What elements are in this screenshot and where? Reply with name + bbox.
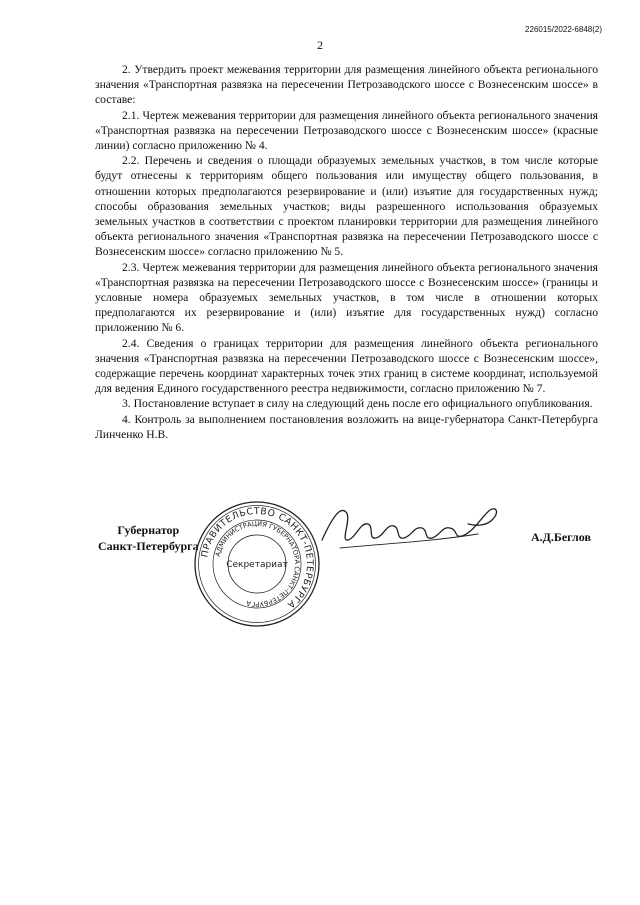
document-registration-number: 226015/2022-6848(2) [525,25,602,34]
document-body [95,62,598,442]
paragraph-effective-date: 3. Постановление вступает в силу на следующий день после его официального опубликования. [122,397,593,411]
handwritten-signature [318,498,504,558]
signatory-name: А.Д.Беглов [531,530,591,544]
paragraph-2-3: 2.3. Чертеж межевания территории для размещения линейного объекта регионального значения «Транспортная развязка на пересечении Петрозаводского шоссе с Вознесенским шоссе» (границы и условные номера образуемых земельных участков, в том числе в отношении которых предполагаются их резервирование и (или) изъятие для государственных нужд) согласно приложению № 6. [95,260,598,335]
signatory-position-city: Санкт-Петербурга [98,539,199,553]
page-number: 2 [317,38,323,52]
paragraph-2-1: 2.1. Чертеж межевания территории для размещения линейного объекта регионального значения «Транспортная развязка на пересечении Петрозаводского шоссе с Вознесенским шоссе» (красные линии) согласно приложению № 4. [95,108,598,153]
paragraph-2-2: 2.2. Перечень и сведения о площади образуемых земельных участков, в том числе которые будут отнесены к территориям общего пользования или имуществу общего пользования, в отношении которых предполагаются резервирование и (или) изъятие для государственных нужд; способы образования земельных участков; виды разрешенного использования образуемых земельных участков в соответствии с проектом планировки территории для размещения линейного объекта регионального значения «Транспортная развязка на пересечении Петрозаводского шоссе с Вознесенским шоссе» согласно приложению № 5. [95,154,598,259]
paragraph-approve-project: 2. Утвердить проект межевания территории для размещения линейного объекта регионального значения «Транспортная развязка на пересечении Петрозаводского шоссе с Вознесенским шоссе» в составе: [95,63,598,107]
svg-text:Секретариат: Секретариат [226,560,288,570]
signatory-position [98,522,199,554]
signatory-position-title: Губернатор [117,523,180,537]
official-seal-stamp [192,499,322,629]
paragraph-control: 4. Контроль за выполнением постановления возложить на вице-губернатора Санкт-Петербурга Линченко Н.В. [95,412,598,441]
svg-text:АДМИНИСТРАЦИЯ ГУБЕРНАТОРА САНК: АДМИНИСТРАЦИЯ ГУБЕРНАТОРА САНКТ-ПЕТЕРБУРГА [213,519,302,609]
paragraph-2-4: 2.4. Сведения о границах территории для размещения линейного объекта регионального значения «Транспортная развязка на пересечении Петрозаводского шоссе с Вознесенским шоссе», содержащие перечень координат характерных точек этих границ в системе координат, используемой для ведения Единого государственного реестра недвижимости, согласно приложению № 7. [95,336,598,396]
svg-text:ПРАВИТЕЛЬСТВО САНКТ-ПЕТЕРБУРГА: ПРАВИТЕЛЬСТВО САНКТ-ПЕТЕРБУРГА [199,505,316,611]
